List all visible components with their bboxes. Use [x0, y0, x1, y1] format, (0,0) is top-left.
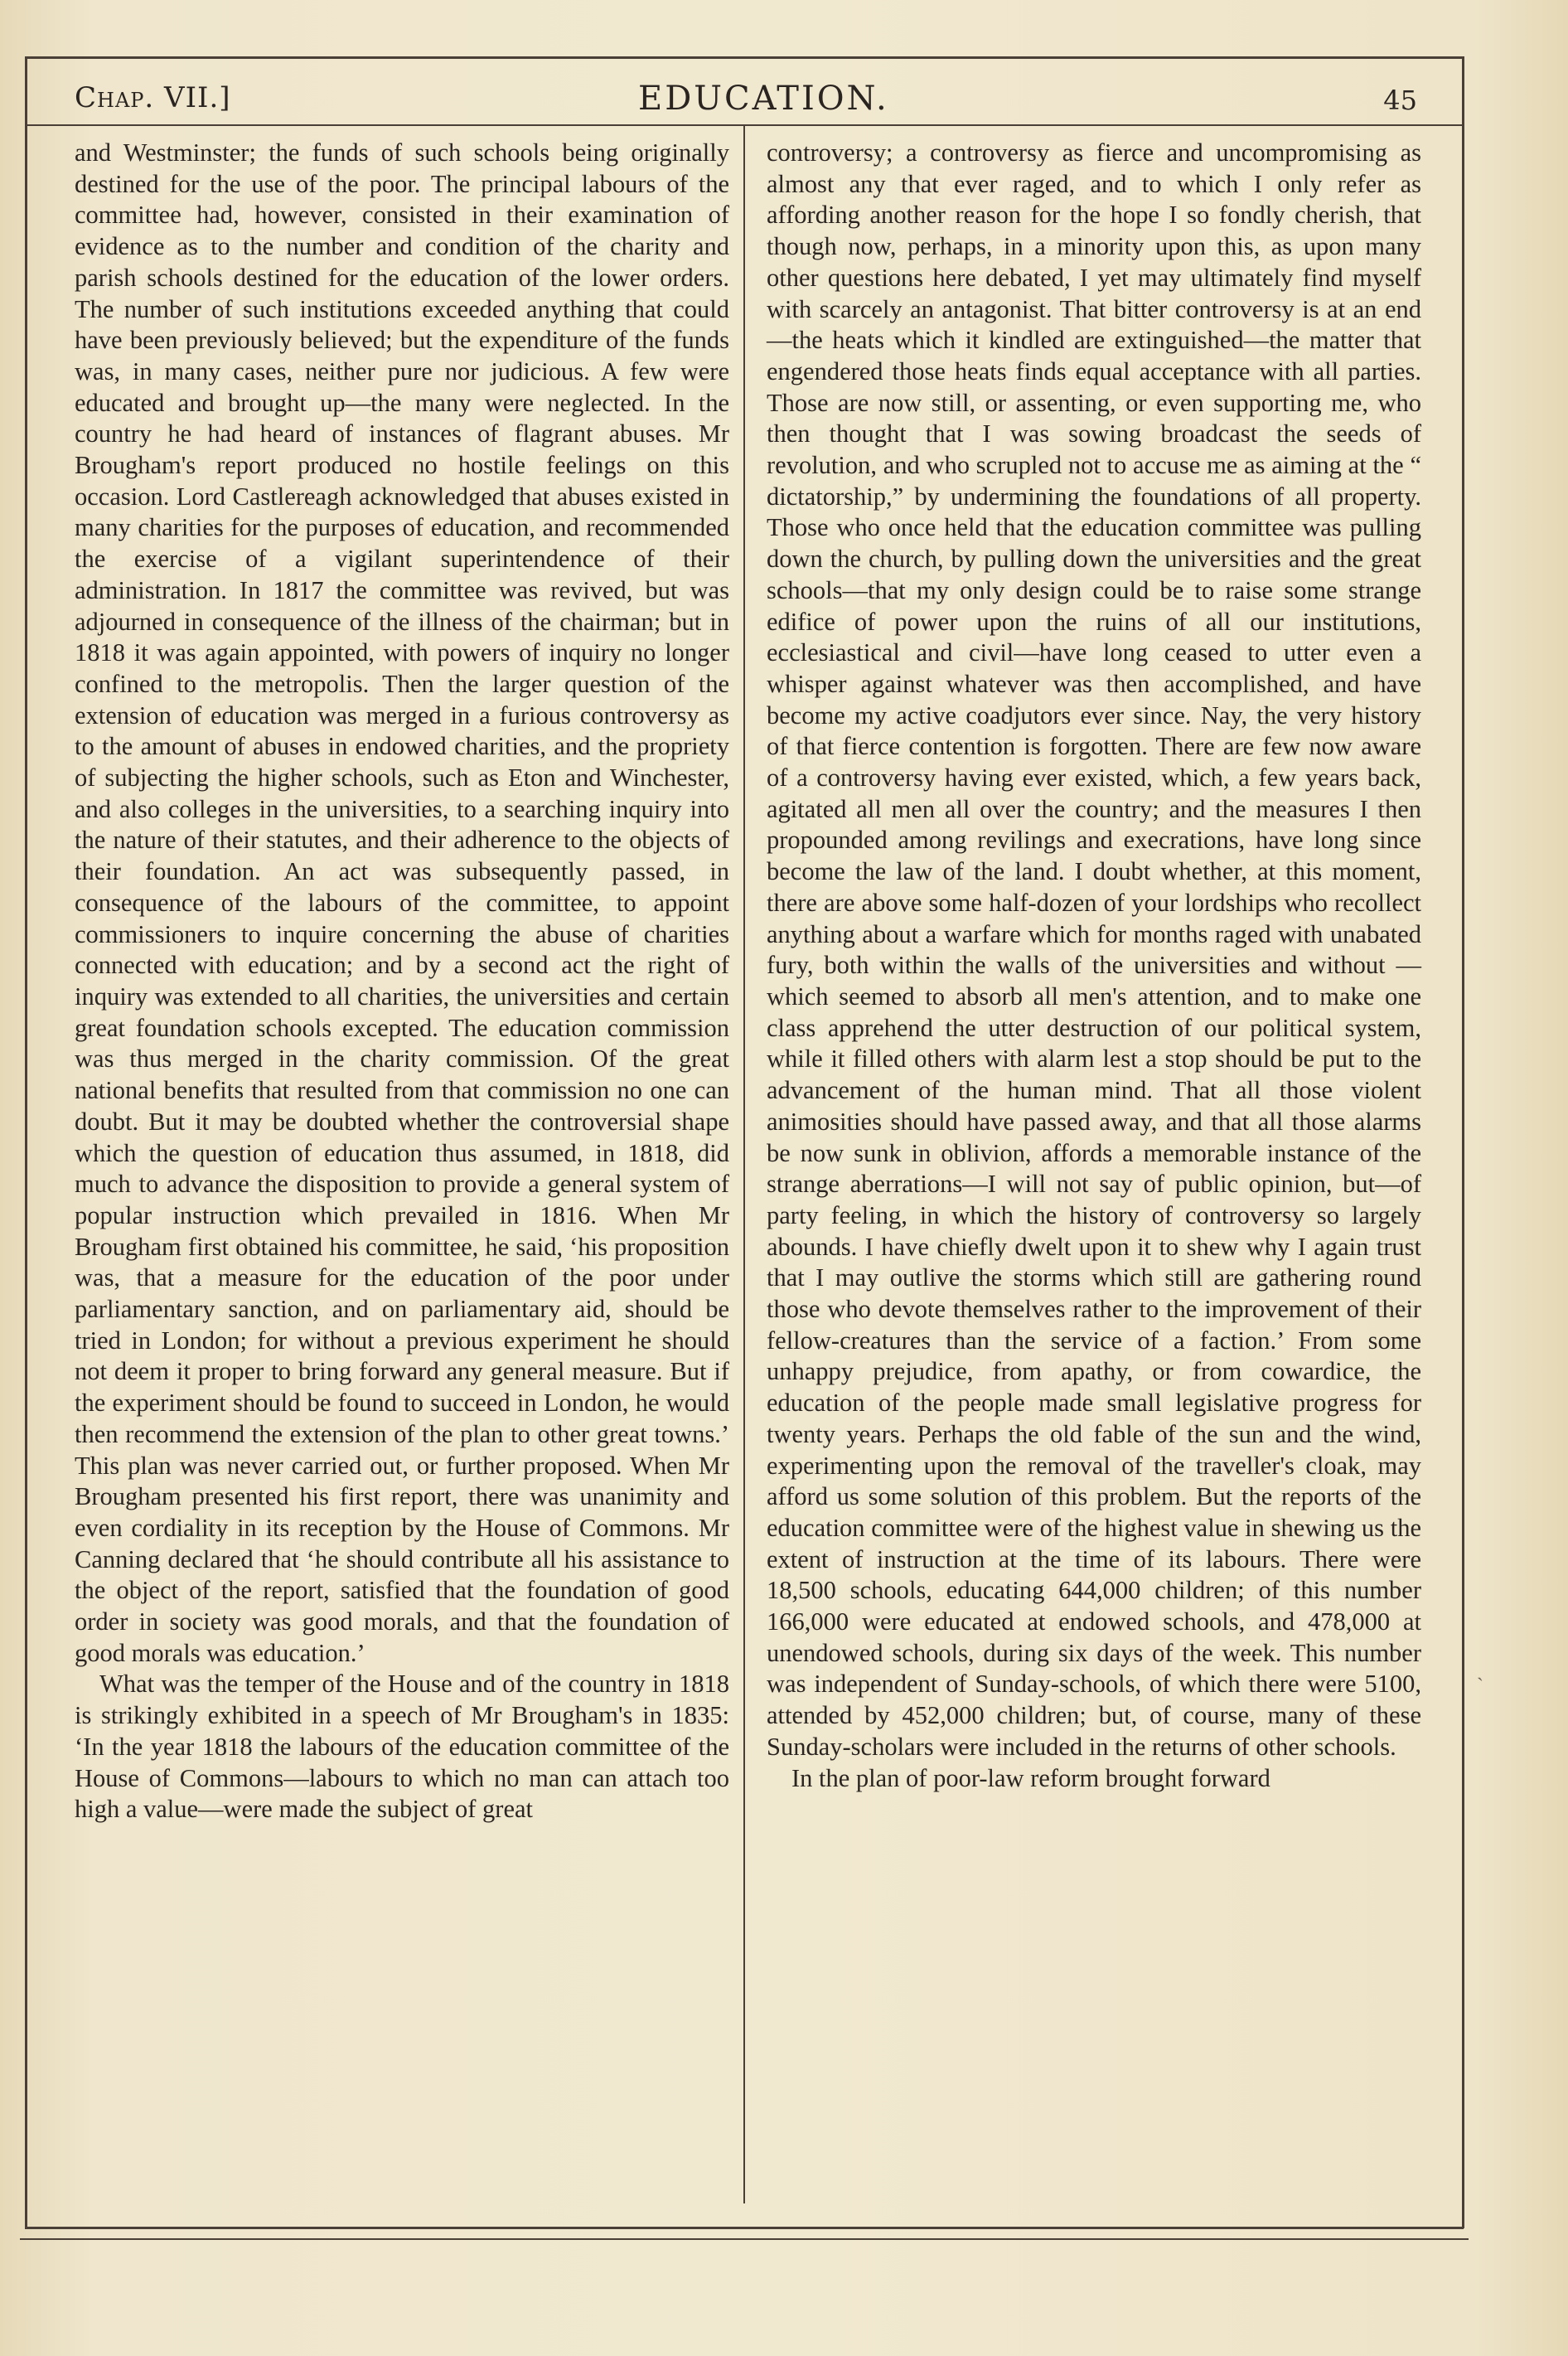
left-column — [75, 138, 729, 1825]
right-column — [767, 138, 1421, 1794]
right-paragraph-1: controversy; a controversy as fierce and uncompromising as almost any that ever raged, and to which I only refer as affording another reason for the hope I so fondly cherish, that though now, perhaps, in a minority upon this, as upon many other questions here debated, I yet may ultimately find myself with scarcely an antagonist. That bitter controversy is at an end—the heats which it kindled are extinguished—the matter that engendered those heats finds equal acceptance with all parties. Those are now still, or assenting, or even supporting me, who then thought that I was sowing broadcast the seeds of revolution, and who scrupled not to accuse me as aiming at the “ dictatorship,” by undermining the foundations of all property. Those who once held that the education committee was pulling down the church, by pulling down the universities and the great schools—that my only design could be to raise some strange edifice of power upon the ruins of all our institutions, ecclesiastical and civil—have long ceased to utter even a whisper against whatever was then accomplished, and have become my active coadjutors ever since. Nay, the very history of that fierce contention is forgotten. There are few now aware of a controversy having ever existed, which, a few years back, agitated all men all over the country; and the measures I then propounded among revilings and execrations, have long since become the law of the land. I doubt whether, at this moment, there are above some half-dozen of your lordships who recollect anything about a warfare which for months raged with unabated fury, both within the walls of the universities and without —which seemed to absorb all men's attention, and to make one class apprehend the utter destruction of our political system, while it filled others with alarm lest a stop should be put to the advancement of the human mind. That all those violent animosities should have passed away, and that all those alarms be now sunk in oblivion, affords a memorable instance of the strange aberrations—I will not say of public opinion, but—of party feeling, in which the history of controversy so largely abounds. I have chiefly dwelt upon it to shew why I again trust that I may outlive the storms which still are gathering round those who devote themselves rather to the improvement of their fellow-creatures than the service of a faction.’ From some unhappy prejudice, from apathy, or from cowardice, the education of the people made small legislative progress for twenty years. Perhaps the old fable of the sun and the wind, experimenting upon the removal of the traveller's cloak, may afford us some solution of this problem. But the reports of the education committee were of the highest value in shewing us the extent of instruction at the time of its labours. There were 18,500 schools, educating 644,000 children; of this number 166,000 were educated at endowed schools, and 478,000 at unendowed schools, during six days of the week. This number was independent of Sunday-schools, of which there were 5100, attended by 452,000 children; but, of course, many of these Sunday-scholars were included in the returns of other schools. — [767, 138, 1421, 1761]
right-rule — [1462, 56, 1464, 2228]
top-rule — [25, 56, 1464, 59]
bottom-rule-outer — [20, 2238, 1469, 2240]
left-paragraph-1: and Westminster; the funds of such schools being originally destined for the use of the poor. The principal labours of the committee had, however, consisted in their examination of evidence as to the number and condition of the charity and parish schools destined for the education of the lower orders. The number of such institutions exceeded anything that could have been previously believed; but the expenditure of the funds was, in many cases, neither pure nor judicious. A few were educated and brought up—the many were neglected. In the country he had heard of instances of flagrant abuses. Mr Brougham's report produced no hostile feelings on this occasion. Lord Castlereagh acknowledged that abuses existed in many charities for the purposes of education, and recommended the exercise of a vigilant superintendence of their administration. In 1817 the committee was revived, but was adjourned in consequence of the illness of the chairman; but in 1818 it was again appointed, with powers of inquiry no longer confined to the metropolis. Then the larger question of the extension of education was merged in a furious controversy as to the amount of abuses in endowed charities, and the propriety of subjecting the higher schools, such as Eton and Winchester, and also colleges in the universities, to a searching inquiry into the nature of their statutes, and their adherence to the objects of their foundation. An act was subsequently passed, in consequence of the labours of the committee, to appoint commissioners to inquire concerning the abuse of charities connected with education; and by a second act the right of inquiry was extended to all charities, the universities and certain great foundation schools excepted. The education commission was thus merged in the charity commission. Of the great national benefits that resulted from that commission no one can doubt. But it may be doubted whether the controversial shape which the question of education thus assumed, in 1818, did much to advance the disposition to provide a general system of popular instruction which prevailed in 1816. When Mr Brougham first obtained his committee, he said, ‘his proposition was, that a measure for the education of the poor under parliamentary sanction, and on parliamentary aid, should be tried in London; for without a previous experiment he should not deem it proper to bring forward any general measure. But if the experiment should be found to succeed in London, he would then recommend the extension of the plan to other great towns.’ This plan was never carried out, or further proposed. When Mr Brougham presented his first report, there was unanimity and even cordiality in its reception by the House of Commons. Mr Canning declared that ‘he should contribute all his assistance to the object of the report, satisfied that the foundation of good order in society was good morals, and that the foundation of good morals was education.’ — [75, 138, 729, 1667]
column-divider — [743, 126, 745, 2203]
page-number: 45 — [1383, 85, 1417, 116]
left-rule — [25, 56, 27, 2228]
right-paragraph-2: In the plan of poor-law reform brought forward — [791, 1763, 1270, 1792]
bottom-rule — [25, 2227, 1464, 2229]
chapter-label: Chap. VII.] — [75, 81, 231, 114]
running-header — [75, 81, 1417, 121]
left-paragraph-2: What was the temper of the House and of the country in 1818 is strikingly exhibited in a speech of Mr Brougham's in 1835: ‘In the year 1818 the labours of the education committee of the House of Commons—labours to which no man can attach too high a value—were made the subject of great — [75, 1670, 729, 1824]
margin-mark: ˎ — [1477, 1658, 1483, 1681]
page-title: EDUCATION. — [638, 80, 889, 118]
